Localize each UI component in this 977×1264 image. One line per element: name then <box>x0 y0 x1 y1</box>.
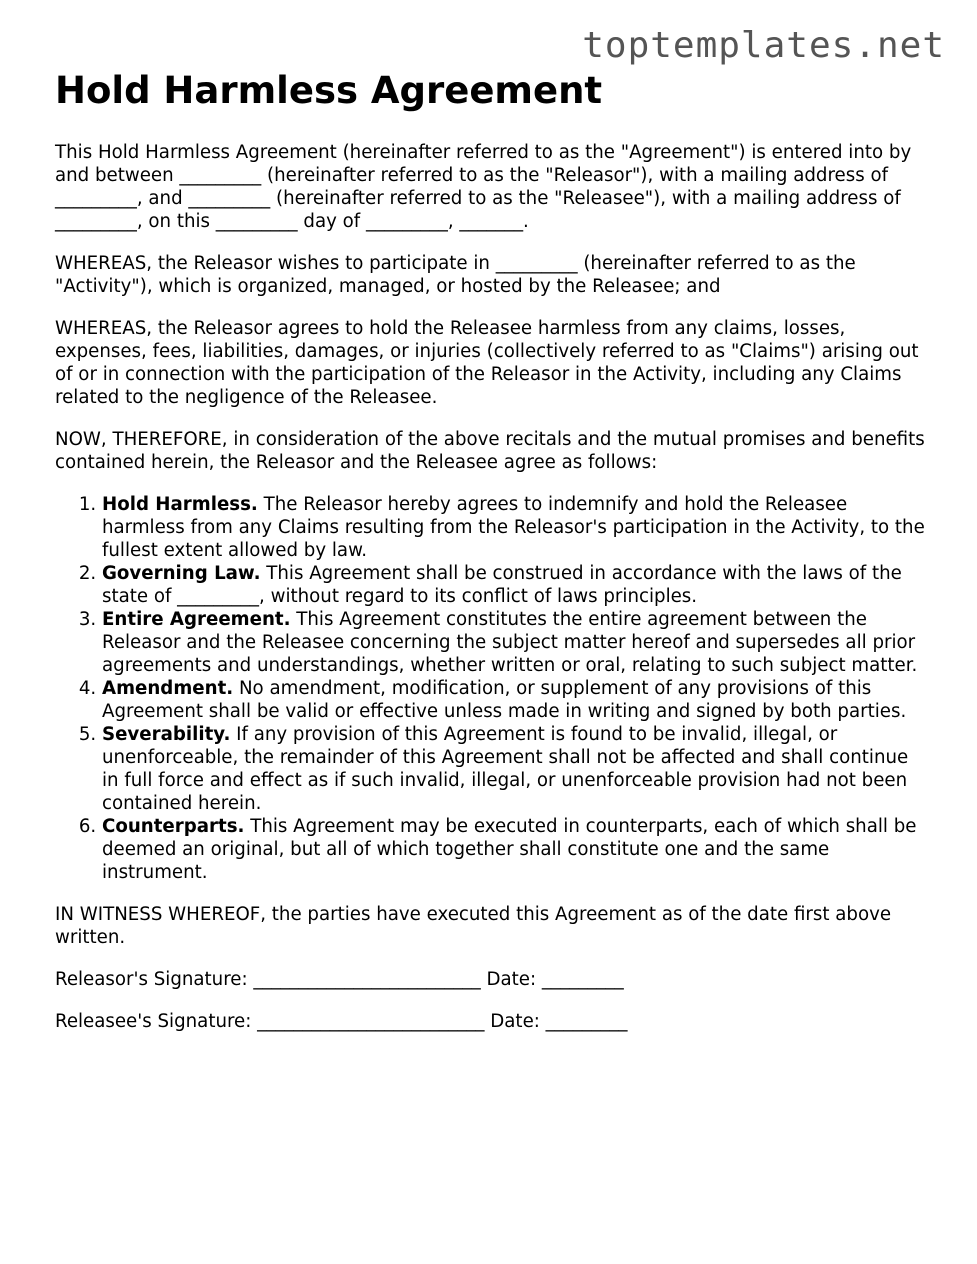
clause-severability <box>102 723 925 815</box>
document-body <box>55 70 925 1052</box>
releasee-signature-line: Releasee's Signature: _________________________ Date: _________ <box>55 1010 628 1032</box>
clause-text: This Agreement shall be construed in accordance with the laws of the state of _________, without regard to its conflict of laws principles. <box>102 562 902 607</box>
document-title: Hold Harmless Agreement <box>55 69 603 112</box>
clause-list <box>55 493 925 884</box>
clause-text: This Agreement may be executed in counterparts, each of which shall be deemed an original, but all of which together shall constitute one and the same instrument. <box>102 815 917 883</box>
whereas-harmless-paragraph: WHEREAS, the Releasor agrees to hold the Releasee harmless from any claims, losses, expenses, fees, liabilities, damages, or injuries (collectively referred to as "Claims") arising out of or in connection with the participation of the Releasor in the Activity, including any Claims related to the negligence of the Releasee. <box>55 317 919 408</box>
watermark: toptemplates.net <box>582 25 945 66</box>
now-therefore-paragraph: NOW, THEREFORE, in consideration of the above recitals and the mutual promises and benefits contained herein, the Releasor and the Releasee agree as follows: <box>55 428 925 473</box>
clause-amendment <box>102 677 925 723</box>
clause-heading: Governing Law. <box>102 562 261 584</box>
clause-heading: Severability. <box>102 723 231 745</box>
clause-text: If any provision of this Agreement is found to be invalid, illegal, or unenforceable, the remainder of this Agreement shall not be affected and shall continue in full force and effect as if such invalid, illegal, or unenforceable provision had not been contained herein. <box>102 723 909 814</box>
releasor-signature-line: Releasor's Signature: _________________________ Date: _________ <box>55 968 624 990</box>
intro-paragraph: This Hold Harmless Agreement (hereinafter referred to as the "Agreement") is entered into by and between _________ (hereinafter referred to as the "Releasor"), with a mailing address of _________, and _________ (hereinafter referred to as the "Releasee"), with a mailing address of _________, on this _________ day of _________, _______. <box>55 141 912 232</box>
clause-text: The Releasor hereby agrees to indemnify and hold the Releasee harmless from any Claims resulting from the Releasor's participation in the Activity, to the fullest extent allowed by law. <box>102 493 925 561</box>
clause-text: No amendment, modification, or supplement of any provisions of this Agreement shall be valid or effective unless made in writing and signed by both parties. <box>102 677 907 722</box>
whereas-activity-paragraph: WHEREAS, the Releasor wishes to participate in _________ (hereinafter referred to as the "Activity"), which is organized, managed, or hosted by the Releasee; and <box>55 252 856 297</box>
witness-paragraph: IN WITNESS WHEREOF, the parties have executed this Agreement as of the date first above written. <box>55 903 892 948</box>
clause-heading: Counterparts. <box>102 815 245 837</box>
clause-heading: Amendment. <box>102 677 234 699</box>
clause-heading: Hold Harmless. <box>102 493 258 515</box>
clause-text: This Agreement constitutes the entire agreement between the Releasor and the Releasee concerning the subject matter hereof and supersedes all prior agreements and understandings, whether written or oral, relating to such subject matter. <box>102 608 918 676</box>
clause-entire-agreement <box>102 608 925 677</box>
clause-governing-law <box>102 562 925 608</box>
clause-hold-harmless <box>102 493 925 562</box>
clause-counterparts <box>102 815 925 884</box>
clause-heading: Entire Agreement. <box>102 608 291 630</box>
